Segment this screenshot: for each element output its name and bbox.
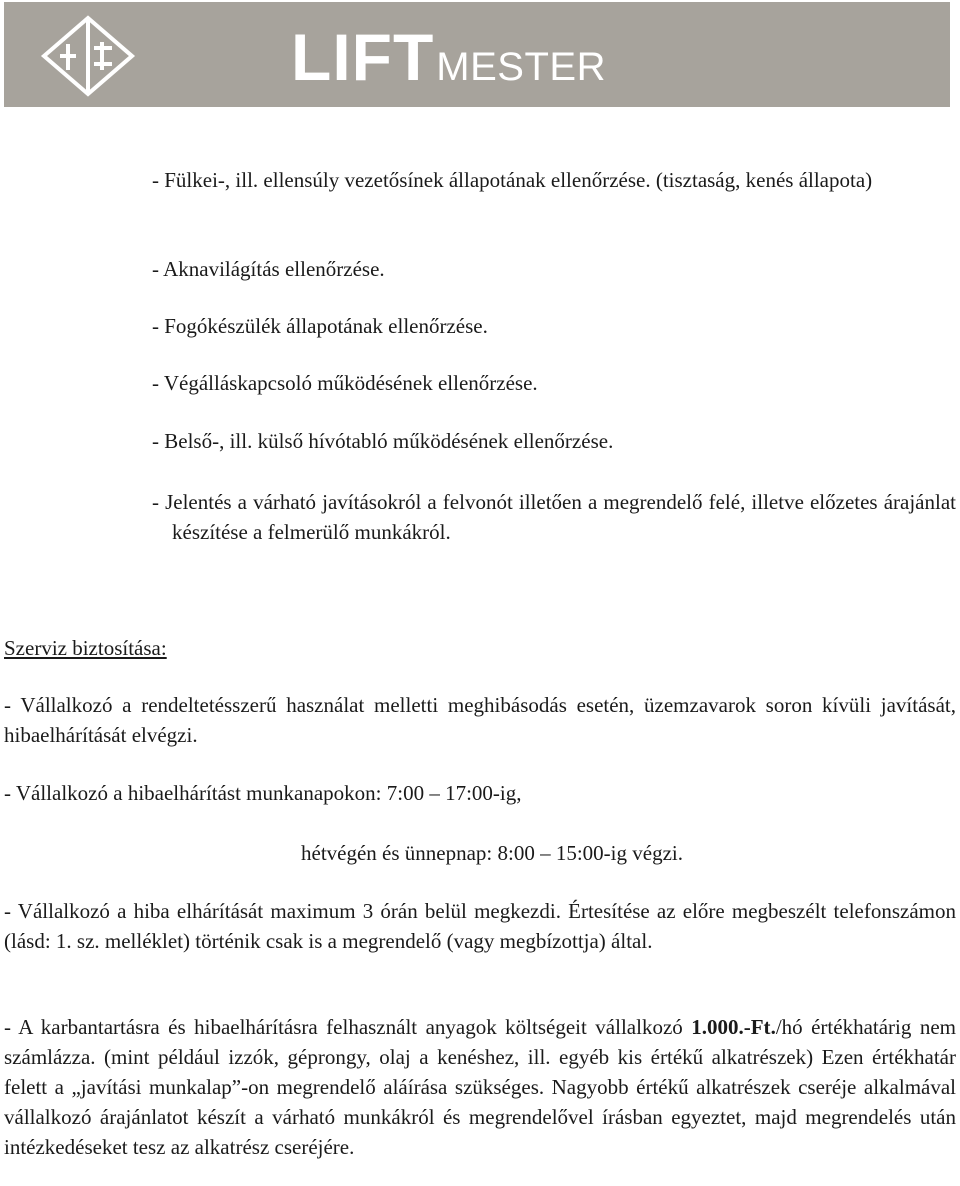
list-item: - Belső-, ill. külső hívótabló működésének ellenőrzése. bbox=[152, 429, 614, 453]
service-paragraph: - Vállalkozó a hibaelhárítást munkanapokon: 7:00 – 17:00-ig, bbox=[4, 781, 522, 805]
paragraph-text: - A karbantartásra és hibaelhárításra felhasznált anyagok költségeit vállalkozó bbox=[4, 1015, 692, 1039]
list-item: - Fogókészülék állapotának ellenőrzése. bbox=[152, 314, 488, 338]
service-paragraph: - Vállalkozó a hiba elhárítását maximum 3 órán belül megkezdi. Értesítése az előre megbeszélt telefonszámon (lásd: 1. sz. melléklet) történik csak is a megrendelő (vagy megbízottja) által. bbox=[4, 899, 956, 953]
list-item: - Jelentés a várható javításokról a felvonót illetően a megrendelő felé, illetve előzetes árajánlat készítése a felmerülő munkákról. bbox=[152, 490, 956, 544]
paragraph-text: /hó értékhatárig nem számlázza. (mint például izzók, géprongy, olaj a kenéshez, ill. egyéb kis értékű alkatrészek) Ezen értékhatár felett a „javítási munkalap”-on megrendelő aláírása szükséges. Nagyobb értékű alkatrészek cseréje alkalmával vállalkozó árajánlatot készít a várható munkákról és megrendelővel írásban egyeztet, majd megrendelés után intézkedéseket tesz az alkatrész cseréjére. bbox=[4, 1015, 956, 1159]
list-item: - Aknavilágítás ellenőrzése. bbox=[152, 257, 385, 281]
price-threshold: 1.000.-Ft bbox=[691, 1015, 771, 1039]
paragraph-text: . bbox=[770, 1015, 776, 1039]
service-paragraph bbox=[4, 1012, 956, 1162]
section-heading: Szerviz biztosítása: bbox=[4, 636, 167, 660]
brand-lift-text: LIFT bbox=[291, 20, 435, 94]
brand-mester-text: MESTER bbox=[436, 45, 606, 89]
list-item: - Végálláskapcsoló működésének ellenőrzése. bbox=[152, 371, 538, 395]
list-item: - Fülkei-, ill. ellensúly vezetősínek állapotának ellenőrzése. (tisztaság, kenés állapota) bbox=[152, 168, 873, 192]
service-paragraph-continuation: hétvégén és ünnepnap: 8:00 – 15:00-ig végzi. bbox=[301, 841, 683, 865]
service-paragraph: - Vállalkozó a rendeltetésszerű használat melletti meghibásodás esetén, üzemzavarok soron kívüli javítását, hibaelhárítását elvégzi. bbox=[4, 693, 956, 747]
